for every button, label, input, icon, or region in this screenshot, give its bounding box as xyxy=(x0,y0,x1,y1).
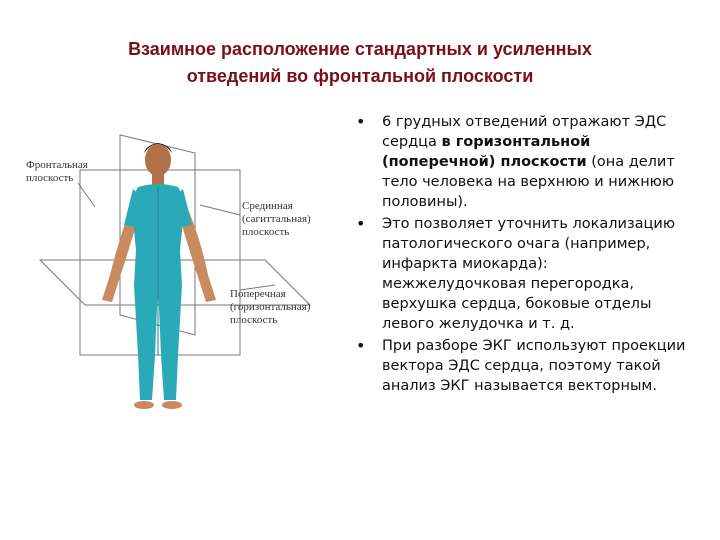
frontal-label-line-1: Фронтальная xyxy=(26,159,88,171)
bullet-text: Это позволяет уточнить локализацию патологического очага (например, инфаркта миокарда): межжелудочковая перегородка, верхушка сердца, боковые отделы левого желудочка и т. д. xyxy=(382,216,676,332)
frontal-plane-label xyxy=(26,159,88,185)
median-label-line-3: плоскость xyxy=(242,226,290,238)
bullet-item xyxy=(356,112,696,212)
median-plane-label xyxy=(242,200,311,239)
bullet-text: При разборе ЭКГ используют проекции вектора ЭДС сердца, поэтому такой анализ ЭКГ называется векторным. xyxy=(382,338,686,394)
body-planes-figure xyxy=(20,125,345,425)
median-label-line-2: (сагиттальная) xyxy=(242,213,311,225)
transverse-label-line-3: плоскость xyxy=(230,314,278,326)
bullet-item xyxy=(356,214,696,334)
frontal-pointer xyxy=(78,183,95,207)
frontal-label-line-2: плоскость xyxy=(26,172,74,184)
transverse-label-line-1: Поперечная xyxy=(230,288,286,300)
bullet-list xyxy=(356,112,696,398)
title-line-2: отведений во фронтальной плоскости xyxy=(186,66,534,86)
bullet-text-tail: (она делит тело человека на верхнюю и нижнюю половины). xyxy=(382,154,675,210)
bullet-text: 6 грудных отведений отражают ЭДС сердца xyxy=(382,114,667,150)
human-figure xyxy=(102,143,216,409)
transverse-label-line-2: (горизонтальная) xyxy=(230,301,311,313)
bullet-bold-text: в горизонтальной (поперечной) плоскости xyxy=(382,134,591,170)
transverse-plane-label xyxy=(230,288,310,327)
bullet-item xyxy=(356,336,696,396)
slide-title xyxy=(60,36,660,90)
median-label-line-1: Срединная xyxy=(242,200,293,212)
median-pointer xyxy=(200,205,240,215)
title-line-1: Взаимное расположение стандартных и усиленных xyxy=(128,39,592,59)
